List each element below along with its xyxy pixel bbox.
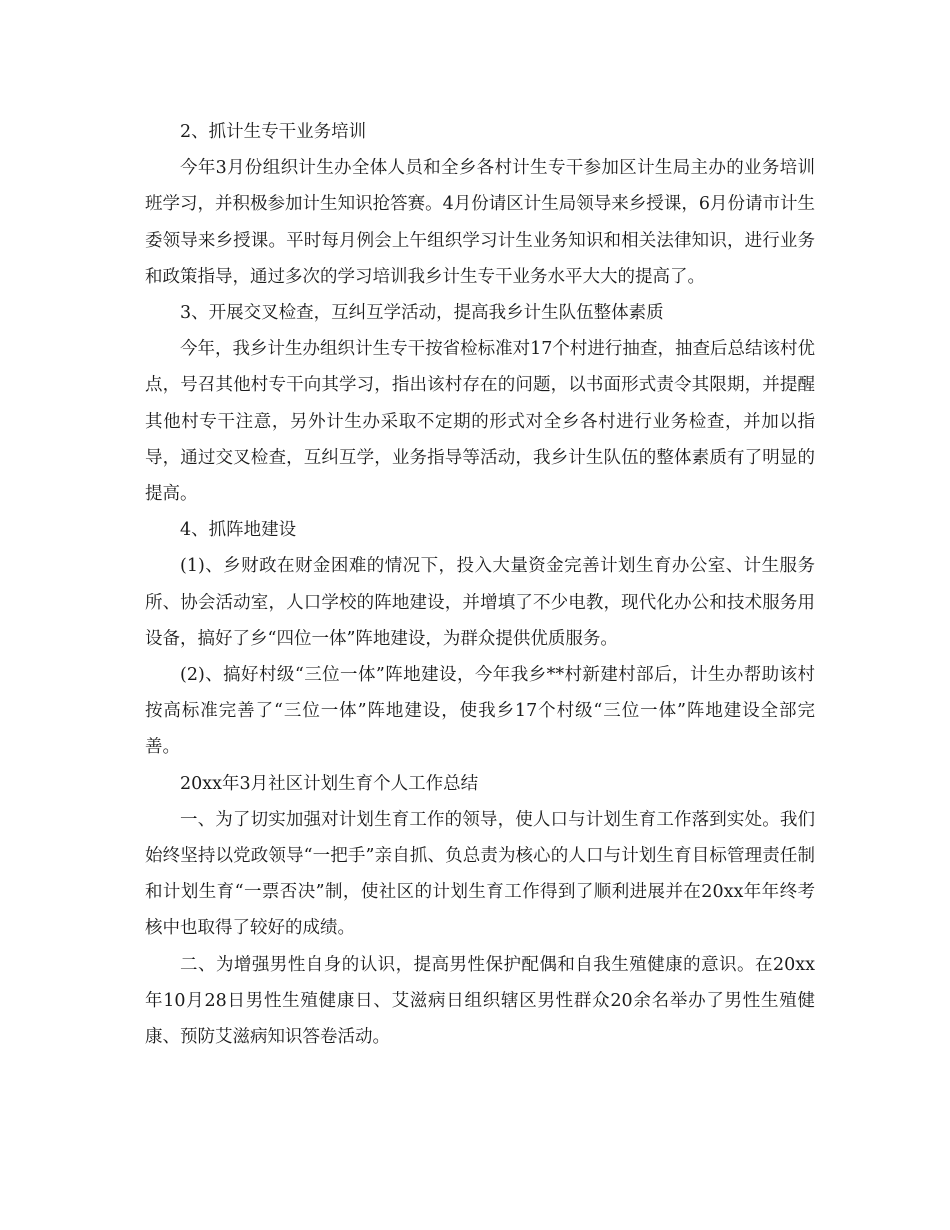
paragraph-cross-check: 今年，我乡计生办组织计生专干按省检标准对17个村进行抽查，抽查后总结该村优点，号召其他村专干向其学习，指出该村存在的问题，以书面形式责令其限期，并提醒其他村专干注意，另外计生办采取不定期的形式对全乡各村进行业务检查，并加以指导，通过交叉检查，互纠互学，业务指导等活动，我乡计生队伍的整体素质有了明显的提高。 — [145, 339, 815, 505]
paragraph-training: 今年3月份组织计生办全体人员和全乡各村计生专干参加区计生局主办的业务培训班学习，并积极参加计生知识抢答赛。4月份请区计生局领导来乡授课，6月份请市计生委领导来乡授课。平时每月例会上午组织学习计生业务知识和相关法律知识，进行业务和政策指导，通过多次的学习培训我乡计生专干业务水平大大的提高了。 — [145, 158, 815, 287]
paragraph-summary-2: 二、为增强男性自身的认识，提高男性保护配偶和自我生殖健康的意识。在20xx年10月28日男性生殖健康日、艾滋病日组织辖区男性群众20余名举办了男性生殖健康、预防艾滋病知识答卷活动。 — [145, 954, 815, 1048]
section-heading-training: 2、抓计生专干业务培训 — [180, 122, 367, 142]
paragraph-facilities-2: (2)、搞好村级“三位一体”阵地建设，今年我乡**村新建村部后，计生办帮助该村按高标准完善了“三位一体”阵地建设，使我乡17个村级“三位一体”阵地建设全部完善。 — [145, 665, 815, 758]
paragraph-summary-1: 一、为了切实加强对计划生育工作的领导，使人口与计划生育工作落到实处。我们始终坚持以党政领导“一把手”亲自抓、负总责为核心的人口与计划生育目标管理责任制和计划生育“一票否决”制，使社区的计划生育工作得到了顺利进展并在20xx年年终考核中也取得了较好的成绩。 — [145, 809, 815, 939]
section-heading-cross-check: 3、开展交叉检查，互纠互学活动，提高我乡计生队伍整体素质 — [180, 303, 664, 324]
paragraph-facilities-1: (1)、乡财政在财金困难的情况下，投入大量资金完善计划生育办公室、计生服务所、协会活动室，人口学校的阵地建设，并增填了不少电教，现代化办公和技术服务用设备，搞好了乡“四位一体”阵地建设，为群众提供优质服务。 — [145, 556, 815, 649]
document-title-summary: 20xx年3月社区计划生育个人工作总结 — [180, 773, 479, 794]
section-heading-facilities: 4、抓阵地建设 — [180, 520, 297, 541]
document-body — [145, 114, 815, 1055]
